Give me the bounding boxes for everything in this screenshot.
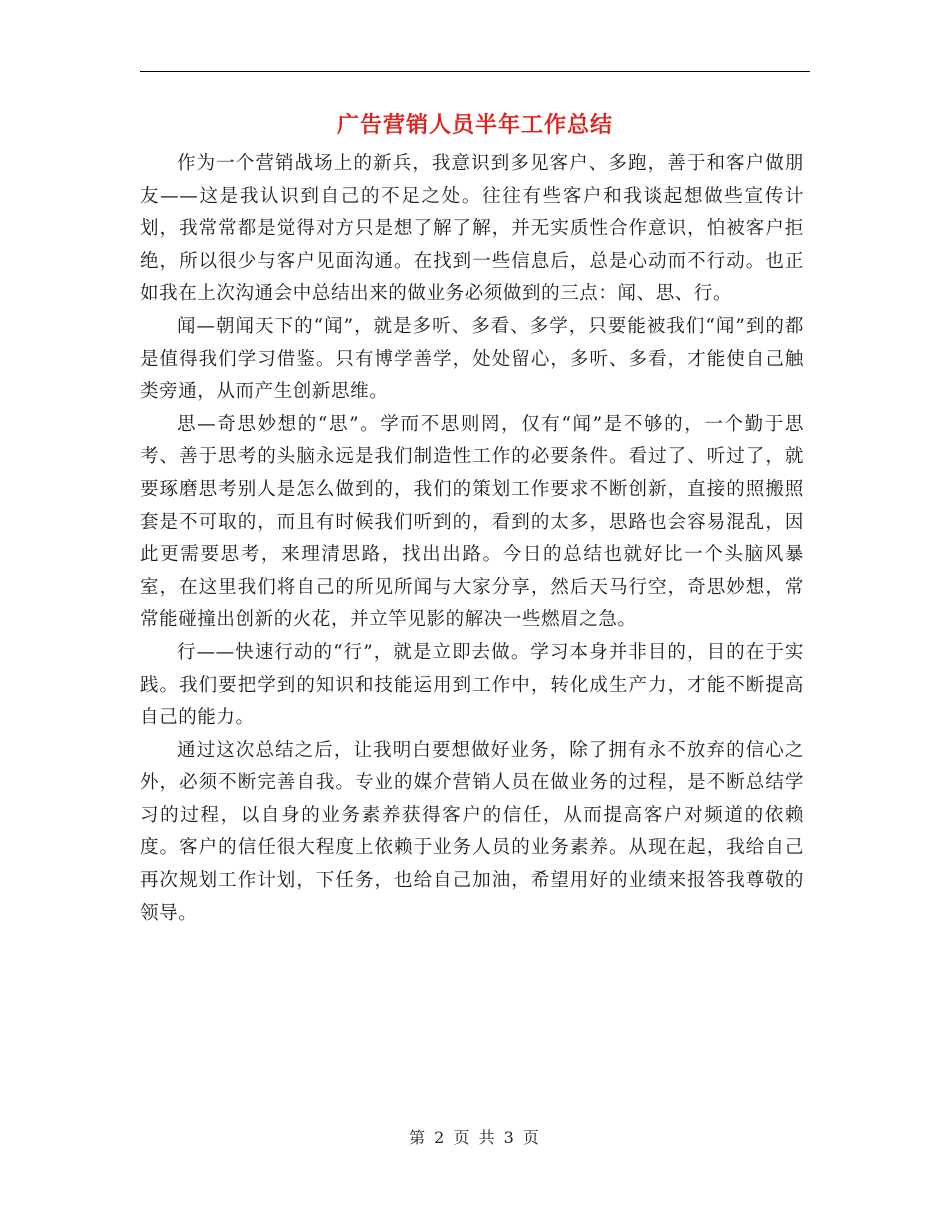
paragraph-xing: 行——快速行动的“行”，就是立即去做。学习本身并非目的，目的在于实践。我们要把学到的知识和技能运用到工作中，转化成生产力，才能不断提高自己的能力。 <box>140 641 804 729</box>
document-title: 广告营销人员半年工作总结 <box>336 112 613 138</box>
document-body <box>140 148 804 930</box>
paragraph-conclusion: 通过这次总结之后，让我明白要想做好业务，除了拥有永不放弃的信心之外，必须不断完善自我。专业的媒介营销人员在做业务的过程，是不断总结学习的过程，以自身的业务素养获得客户的信任，从而提高客户对频道的依赖度。客户的信任很大程度上依赖于业务人员的业务素养。从现在起，我给自己再次规划工作计划，下任务，也给自己加油，希望用好的业绩来报答我尊敬的领导。 <box>140 739 804 924</box>
paragraph-wen: 闻—朝闻天下的“闻”，就是多听、多看、多学，只要能被我们“闻”到的都是值得我们学习借鉴。只有博学善学，处处留心，多听、多看，才能使自己触类旁通，从而产生创新思维。 <box>140 315 804 403</box>
header-rule <box>140 71 810 72</box>
paragraph-intro: 作为一个营销战场上的新兵，我意识到多见客户、多跑，善于和客户做朋友——这是我认识到自己的不足之处。往往有些客户和我谈起想做些宣传计划，我常常都是觉得对方只是想了解了解，并无实质性合作意识，怕被客户拒绝，所以很少与客户见面沟通。在找到一些信息后，总是心动而不行动。也正如我在上次沟通会中总结出来的做业务必须做到的三点：闻、思、行。 <box>140 153 804 305</box>
paragraph-si: 思—奇思妙想的“思”。学而不思则罔，仅有“闻”是不够的，一个勤于思考、善于思考的头脑永远是我们制造性工作的必要条件。看过了、听过了，就要琢磨思考别人是怎么做到的，我们的策划工作要求不断创新，直接的照搬照套是不可取的，而且有时候我们听到的，看到的太多，思路也会容易混乱，因此更需要思考，来理清思路，找出出路。今日的总结也就好比一个头脑风暴室，在这里我们将自己的所见所闻与大家分享，然后天马行空，奇思妙想，常常能碰撞出创新的火花，并立竿见影的解决一些燃眉之急。 <box>140 413 804 631</box>
page-number-footer: 第 2 页 共 3 页 <box>409 1128 541 1147</box>
